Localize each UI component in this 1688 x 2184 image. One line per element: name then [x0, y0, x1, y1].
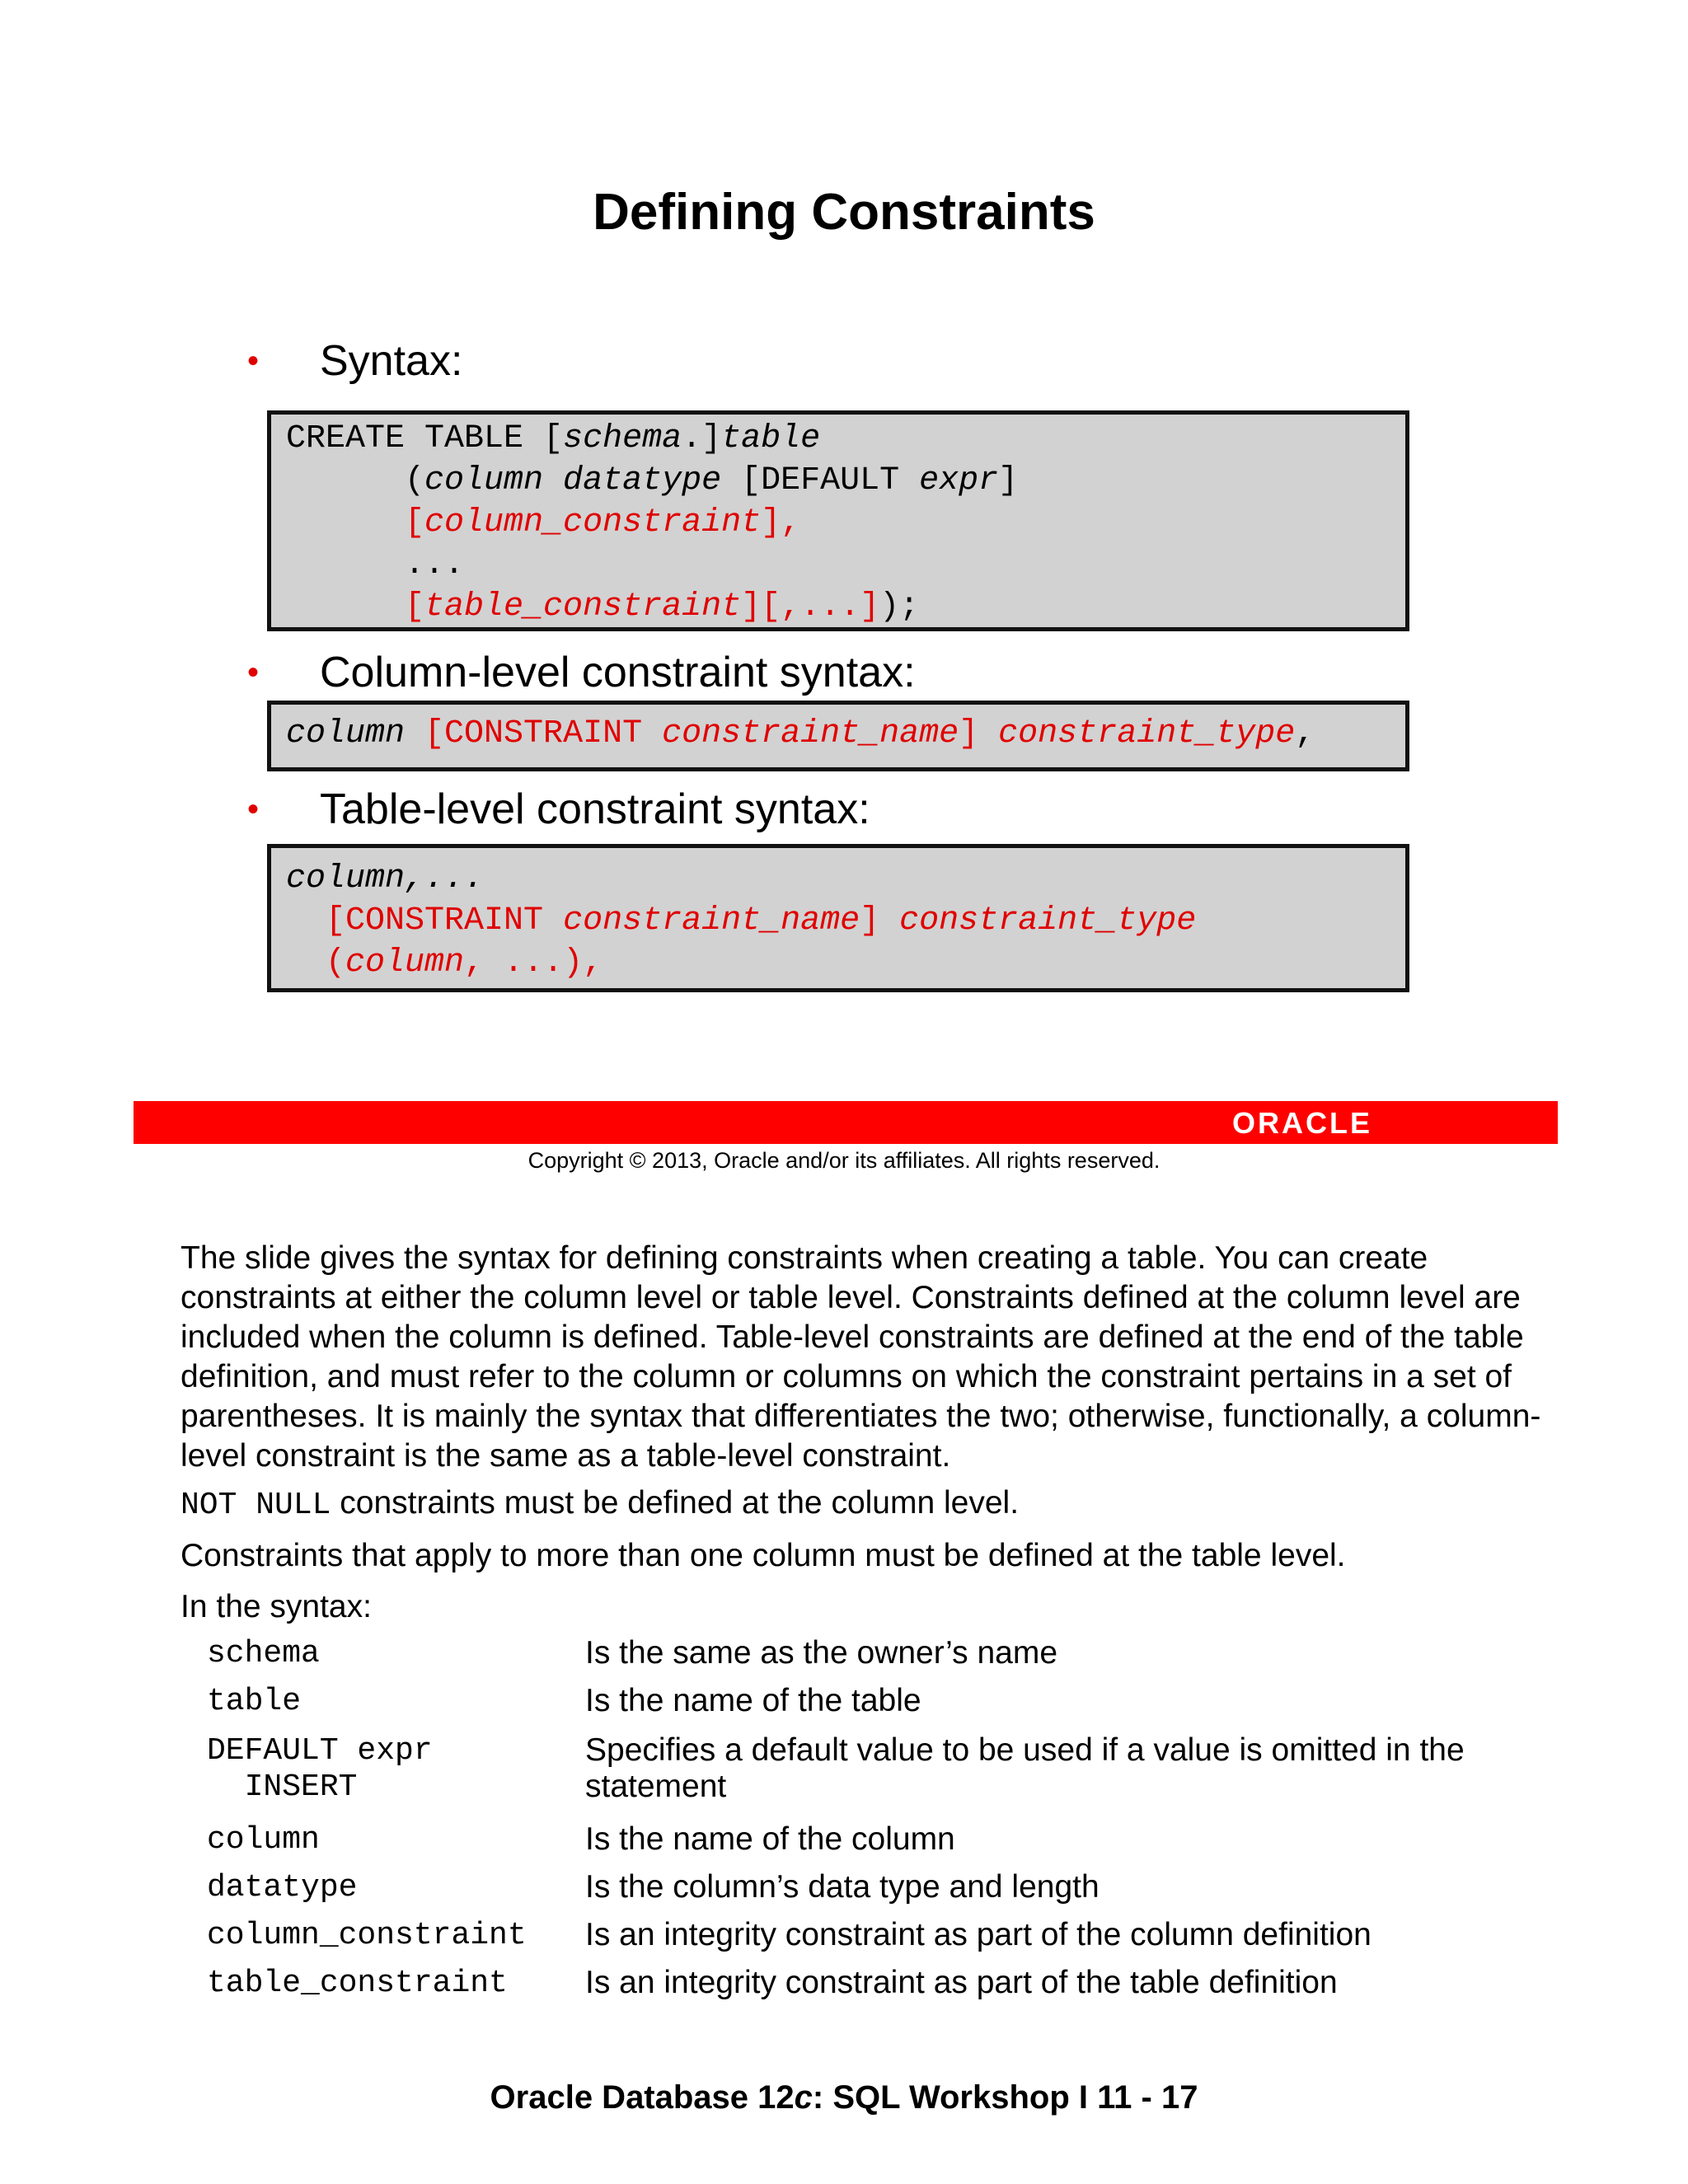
copyright-text: Copyright © 2013, Oracle and/or its affiliates. All rights reserved.: [528, 1148, 1160, 1173]
code-create-table: [267, 410, 1409, 631]
bullet-table-level: Table-level constraint syntax:: [320, 785, 870, 833]
code-line: ...: [286, 546, 465, 583]
code-line: [CONSTRAINT constraint_name] constraint_type: [286, 902, 1197, 940]
def-term-table: table: [207, 1684, 302, 1719]
notes-paragraph-1: The slide gives the syntax for defining constraints when creating a table. You can create constraints at either the column level or table level. Constraints defined at the column level are included when the column is defined. Table-level constraints are defined at the end of the table definition, and must refer to the column or columns on which the constraint pertains in a set of parentheses. It is mainly the syntax that differentiates the two; otherwise, functionally, a column-level constraint is the same as a table-level constraint.: [181, 1240, 1541, 1474]
def-desc-schema: Is the same as the owner’s name: [585, 1635, 1058, 1671]
def-desc-table: Is the name of the table: [585, 1683, 921, 1718]
code-line: [table_constraint][,...]);: [286, 588, 920, 626]
def-term-insert: INSERT: [207, 1769, 358, 1805]
def-desc-column-constraint: Is an integrity constraint as part of the column definition: [585, 1917, 1372, 1952]
code-line: column,...: [286, 860, 485, 898]
code-line: (column datatype [DEFAULT expr]: [286, 462, 1019, 499]
def-term-schema: schema: [207, 1636, 320, 1671]
bullet-dot-icon: •: [247, 791, 260, 827]
notes-paragraph-2: NOT NULL constraints must be defined at the column level.: [181, 1485, 1020, 1523]
slide-title: Defining Constraints: [593, 184, 1095, 241]
code-line: column [CONSTRAINT constraint_name] constraint_type,: [286, 715, 1315, 752]
notes-paragraph-4: In the syntax:: [181, 1589, 372, 1624]
def-term-column-constraint: column_constraint: [207, 1918, 527, 1953]
bullet-column-level: Column-level constraint syntax:: [320, 649, 916, 696]
page-footer: Oracle Database 12c: SQL Workshop I 11 - 17: [490, 2079, 1198, 2116]
def-term-default-expr: DEFAULT expr: [207, 1733, 433, 1769]
def-desc-datatype: Is the column’s data type and length: [585, 1869, 1100, 1905]
code-column-constraint: [267, 701, 1409, 771]
code-line: CREATE TABLE [schema.]table: [286, 420, 821, 457]
oracle-logo: ORACLE: [1232, 1106, 1372, 1140]
code-line: (column, ...),: [286, 944, 603, 982]
bullet-dot-icon: •: [247, 343, 260, 379]
def-term-datatype: datatype: [207, 1870, 358, 1905]
def-term-table-constraint: table_constraint: [207, 1966, 508, 2001]
code-table-constraint: [267, 844, 1409, 992]
notes-paragraph-3: Constraints that apply to more than one column must be defined at the table level.: [181, 1538, 1346, 1573]
def-desc-table-constraint: Is an integrity constraint as part of the table definition: [585, 1965, 1338, 2000]
def-desc-default-expr: Specifies a default value to be used if a value is omitted in the statement: [585, 1732, 1465, 1804]
def-term-column: column: [207, 1822, 320, 1858]
bullet-syntax: Syntax:: [320, 337, 463, 385]
def-desc-column: Is the name of the column: [585, 1821, 955, 1857]
bullet-dot-icon: •: [247, 654, 260, 691]
code-line: [column_constraint],: [286, 504, 801, 541]
